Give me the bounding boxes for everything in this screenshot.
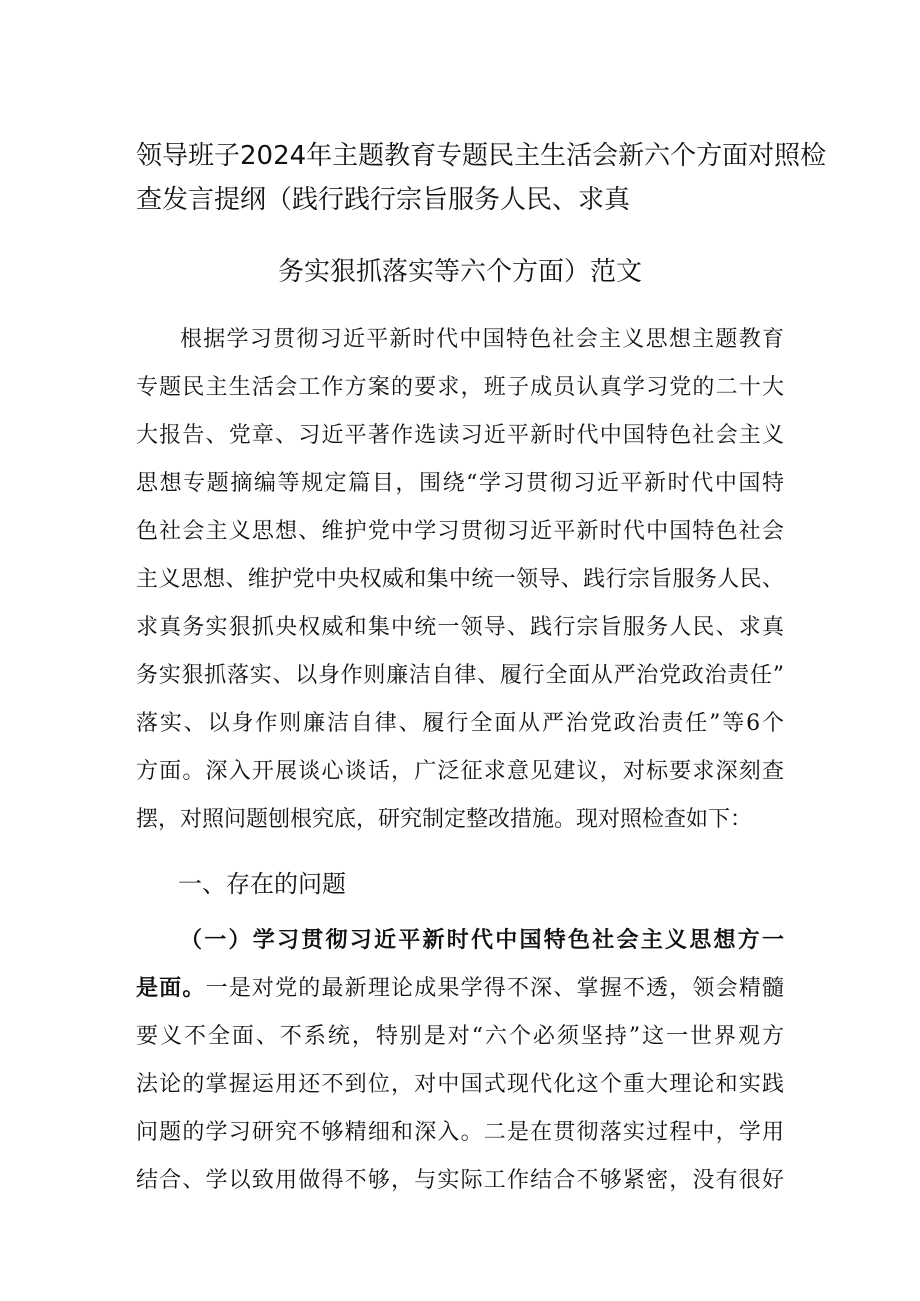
intro-paragraph-line: 大报告、党章、习近平著作选读习近平新时代中国特色社会主义	[136, 423, 784, 448]
intro-paragraph-line: 摆，对照问题刨根究底，研究制定整改措施。现对照检查如下：	[136, 807, 753, 832]
intro-paragraph-line: 思想专题摘编等规定篇目，围绕“学习贯彻习近平新时代中国特	[136, 471, 784, 496]
document-title-line-3: 务实狠抓落实等六个方面）范文	[277, 257, 642, 287]
intro-paragraph-line: 务实狠抓落实、以身作则廉洁自律、履行全面从严治党政治责任”	[136, 663, 784, 688]
intro-paragraph-line: 根据学习贯彻习近平新时代中国特色社会主义思想主题教育	[180, 327, 784, 352]
subsection-heading-end: 是面。	[136, 976, 206, 1001]
intro-paragraph-line: 专题民主生活会工作方案的要求，班子成员认真学习党的二十大	[136, 375, 784, 400]
subsection-line: 问题的学习研究不够精细和深入。二是在贯彻落实过程中，学用	[136, 1120, 784, 1145]
subsection-line	[136, 972, 784, 1006]
subsection-text: 一是对党的最新理论成果学得不深、掌握不透，领会精髓	[205, 976, 784, 1001]
subsection-line: 要义不全面、不系统，特别是对“六个必须坚持”这一世界观方	[136, 1024, 784, 1049]
intro-paragraph-line: 落实、以身作则廉洁自律、履行全面从严治党政治责任”等6个	[136, 711, 784, 736]
document-title-line-2: 查发言提纲（践行践行宗旨服务人民、求真	[136, 185, 631, 215]
intro-paragraph-line: 求真务实狠抓央权威和集中统一领导、践行宗旨服务人民、求真	[136, 615, 784, 640]
subsection-line: 结合、学以致用做得不够，与实际工作结合不够紧密，没有很好	[136, 1168, 784, 1193]
intro-paragraph-line: 方面。深入开展谈心谈话，广泛征求意见建议，对标要求深刻查	[136, 759, 784, 784]
intro-paragraph-line: 色社会主义思想、维护党中学习贯彻习近平新时代中国特色社会	[136, 519, 784, 544]
document-title-line-1: 领导班子2024年主题教育专题民主生活会新六个方面对照检	[136, 141, 827, 171]
subsection-heading: （一）学习贯彻习近平新时代中国特色社会主义思想方一	[180, 928, 784, 953]
subsection-line: 法论的掌握运用还不到位，对中国式现代化这个重大理论和实践	[136, 1072, 784, 1097]
intro-paragraph-line: 主义思想、维护党中央权威和集中统一领导、践行宗旨服务人民、	[136, 567, 784, 592]
section-heading: 一、存在的问题	[178, 870, 346, 898]
